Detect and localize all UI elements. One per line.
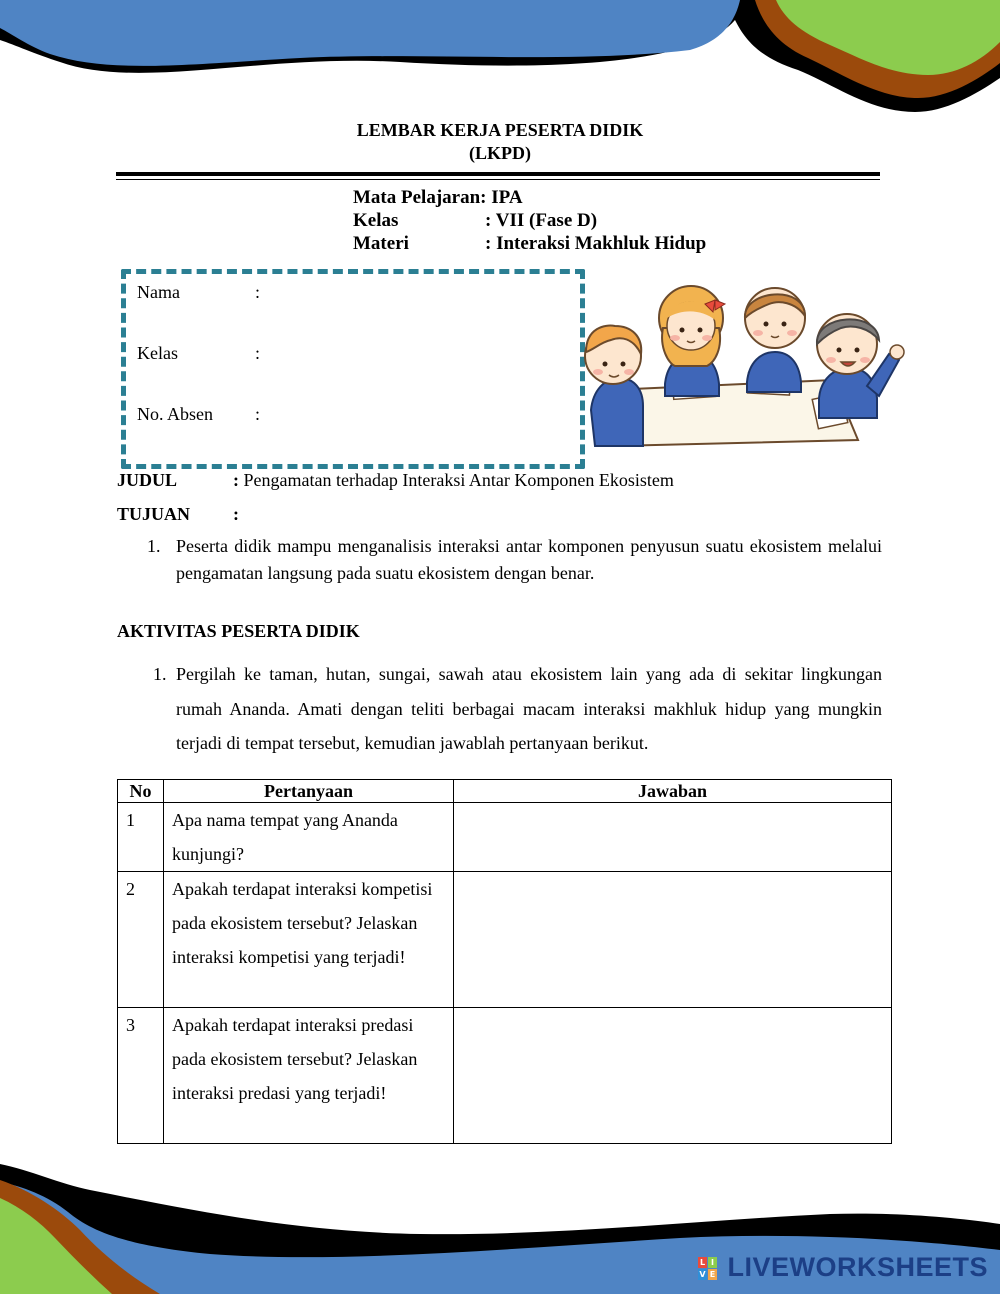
meta-class-label: Kelas [353,210,399,231]
aktivitas-item-text: Pergilah ke taman, hutan, sungai, sawah atau ekosistem lain yang ada di sekitar lingkungan rumah Ananda. Amati dengan teliti berbagai macam interaksi makhluk hidup yang mungkin terjadi di tempat tersebut, kemudian jawablah pertanyaan berikut. [176,664,882,753]
top-wave-decoration [0,0,1000,130]
title-divider-thick [116,172,880,176]
answer-cell-3[interactable] [454,1008,892,1144]
tujuan-item-number: 1. [147,536,161,556]
header-question: Pertanyaan [164,780,454,803]
table-row [118,1008,892,1144]
liveworksheets-logo-icon: L I V E [699,1258,716,1279]
judul-value: Pengamatan terhadap Interaksi Antar Komponen Ekosistem [243,470,674,490]
aktivitas-heading: AKTIVITAS PESERTA DIDIK [117,621,360,641]
aktivitas-item-number: 1. [153,664,167,684]
field-nama-colon: : [255,282,261,302]
field-nama-label: Nama [137,282,180,302]
meta-class [353,209,597,232]
answer-text-1[interactable] [462,803,883,863]
meta-material-label: Materi [353,233,409,254]
liveworksheets-watermark: LIVEWORKSHEETS [727,1252,988,1282]
worksheet-title: LEMBAR KERJA PESERTA DIDIK [356,120,644,140]
question-table [117,779,892,1144]
answer-cell-2[interactable] [454,872,892,1008]
nama-input[interactable] [272,279,566,307]
header-no: No [118,780,164,803]
meta-subject-label: Mata Pelajaran [353,187,481,208]
row-question: Apakah terdapat interaksi kompetisi pada ekosistem tersebut? Jelaskan interaksi kompetisi yang terjadi! [164,872,454,1008]
meta-material-value: : Interaksi Makhluk Hidup [485,233,707,254]
field-absen [137,404,260,425]
field-absen-label: No. Absen [137,404,213,424]
meta-subject [353,186,523,209]
row-question: Apakah terdapat interaksi predasi pada ekosistem tersebut? Jelaskan interaksi predasi yang terjadi! [164,1008,454,1144]
tujuan-colon: : [233,504,239,524]
field-kelas-colon: : [255,343,261,363]
field-kelas-label: Kelas [137,343,178,363]
table-header-row [118,780,892,803]
tujuan-item [147,533,882,587]
judul-row [117,470,674,491]
row-no: 2 [118,872,164,1008]
field-absen-colon: : [255,404,261,424]
row-question: Apa nama tempat yang Ananda kunjungi? [164,803,454,872]
tujuan-label: TUJUAN [117,504,191,524]
judul-colon: : [233,470,239,490]
field-kelas [137,343,260,364]
table-row [118,803,892,872]
meta-material [353,232,706,255]
absen-input[interactable] [272,401,566,429]
kelas-input[interactable] [272,340,566,368]
meta-class-value: : VII (Fase D) [485,210,598,231]
judul-label: JUDUL [117,470,178,490]
table-row [118,872,892,1008]
aktivitas-item [147,657,882,761]
title-divider-thin [116,179,880,180]
answer-cell-1[interactable] [454,803,892,872]
answer-text-2[interactable] [462,872,883,1000]
field-nama [137,282,260,303]
row-no: 3 [118,1008,164,1144]
meta-subject-value: : IPA [480,187,523,208]
worksheet-subtitle: (LKPD) [469,143,531,163]
answer-text-3[interactable] [462,1008,883,1136]
row-no: 1 [118,803,164,872]
tujuan-item-text: Peserta didik mampu menganalisis interaksi antar komponen penyusun suatu ekosistem melalui pengamatan langsung pada suatu ekosistem dengan benar. [176,536,882,583]
students-studying-illustration [583,278,905,450]
header-answer: Jawaban [454,780,892,803]
tujuan-row [117,504,239,525]
